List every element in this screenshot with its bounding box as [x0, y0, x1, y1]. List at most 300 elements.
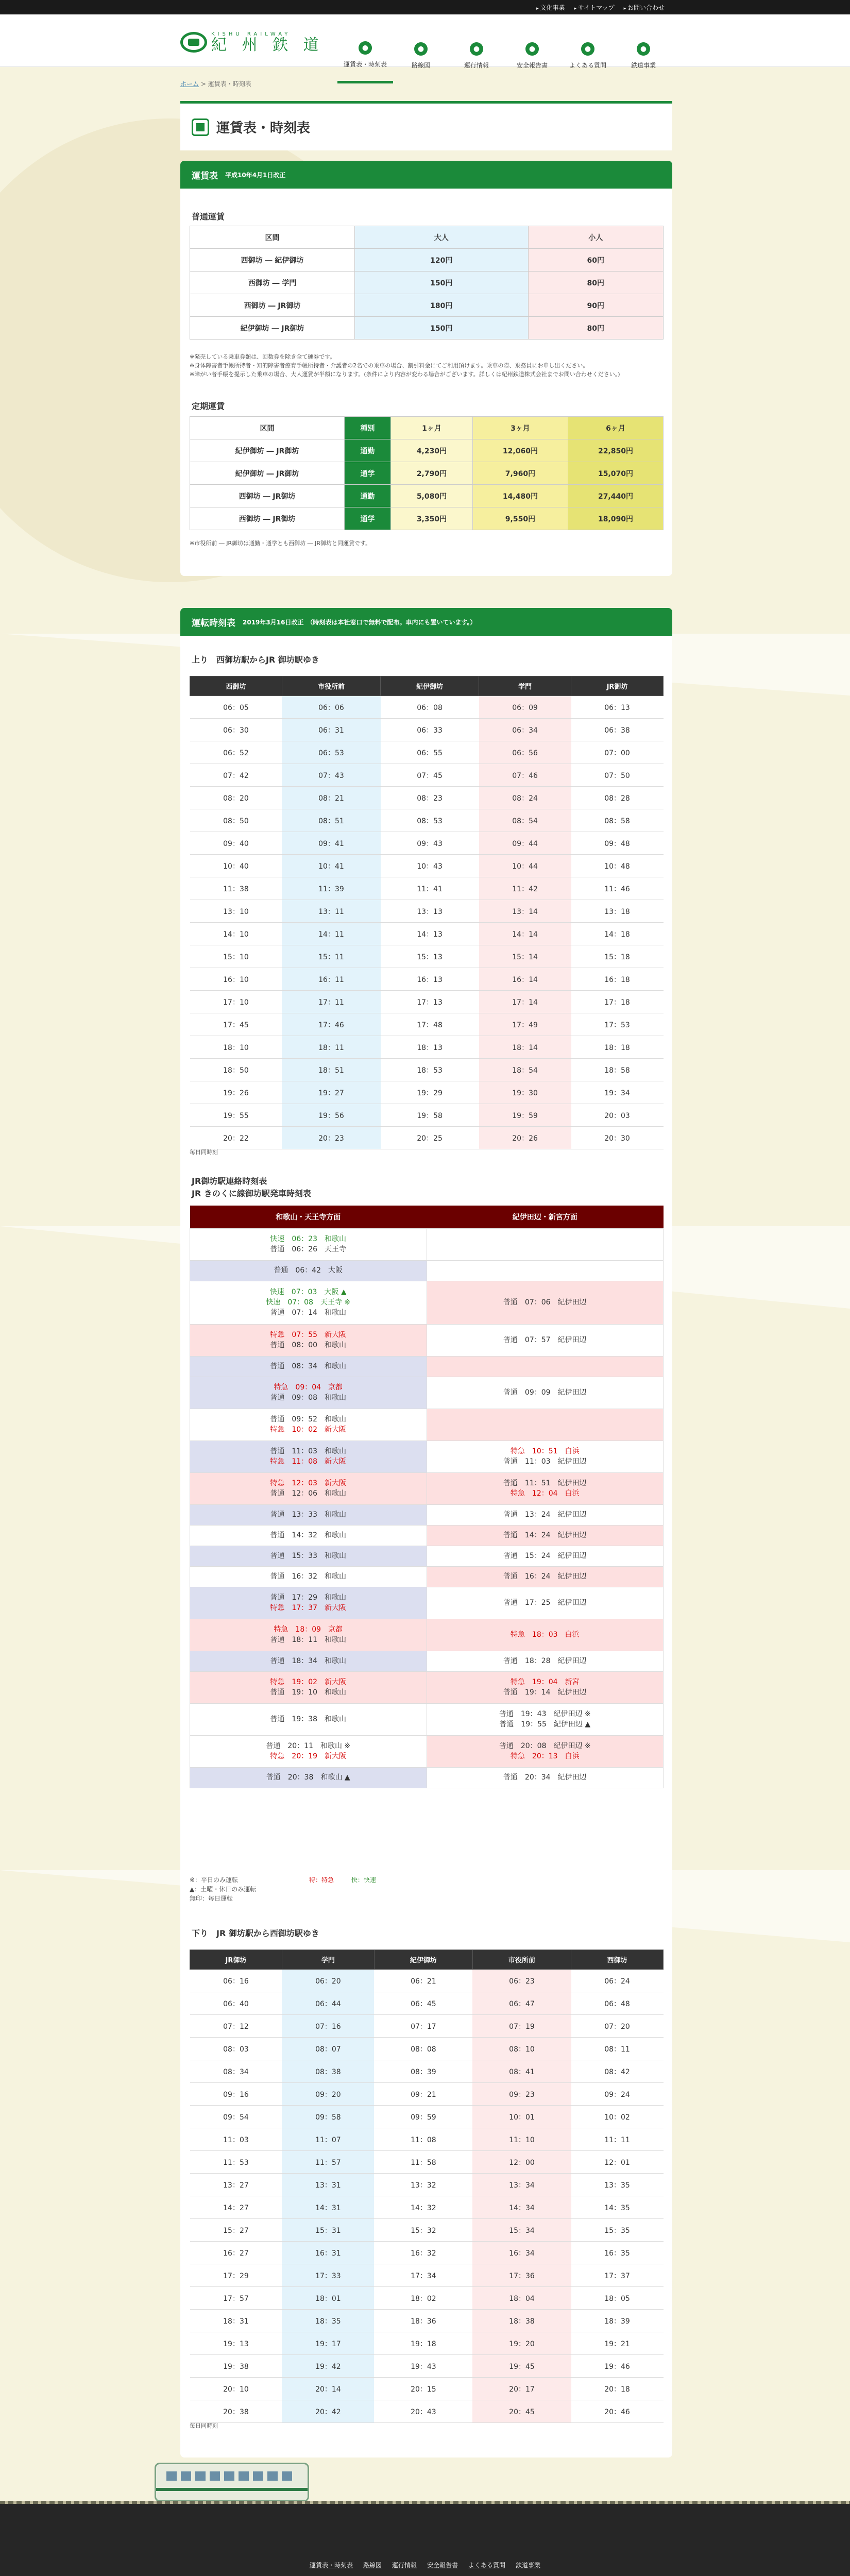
table-row [190, 923, 664, 945]
timetable-header: 学門 [479, 676, 571, 696]
time-cell: 06：33 [381, 719, 479, 741]
time-cell: 17：11 [282, 991, 380, 1013]
fare-header: 区間 [190, 417, 345, 439]
fare-cell: 60円 [528, 249, 663, 272]
nav-label: 路線図 [411, 62, 430, 69]
table-row [190, 507, 664, 530]
connection-cell [427, 1587, 664, 1619]
time-cell: 18：51 [282, 1059, 380, 1081]
table-row [190, 439, 664, 462]
departure-line: 特急 12：03 新大阪 [270, 1479, 347, 1487]
fare-cell: 西御坊 ― JR御坊 [190, 507, 345, 530]
departure-line: 特急 11：08 新大阪 [270, 1458, 347, 1466]
table-row [190, 741, 664, 764]
table-row [190, 1970, 664, 1992]
time-cell: 14：14 [479, 923, 571, 945]
time-cell: 14：31 [282, 2196, 374, 2219]
departure-line: 普通 06：42 大阪 [274, 1266, 343, 1275]
fare-note: ※障がい者手帳を提示した乗車の場合、大人運賃が半額になります。(条件により内容が変わる場合がございます。詳しくは紀州鉄道株式会社までお問い合わせください。) [190, 371, 620, 378]
commuter-fare-note: ※市役所前 ― JR御坊は通勤・通学とも西御坊 ― JR御坊と同運賃です。 [190, 540, 371, 547]
time-cell: 06：13 [571, 696, 664, 719]
table-row [190, 1619, 664, 1651]
nav-item[interactable] [560, 29, 616, 81]
time-cell: 15：34 [472, 2219, 571, 2242]
time-cell: 18：39 [571, 2310, 664, 2332]
table-row [190, 1735, 664, 1767]
time-cell: 06：09 [479, 696, 571, 719]
nav-item[interactable] [449, 29, 504, 81]
time-cell: 19：21 [571, 2332, 664, 2355]
time-cell: 20：03 [571, 1104, 664, 1127]
time-cell: 06：08 [381, 696, 479, 719]
footer-link[interactable]: 路線図 [363, 2562, 382, 2569]
fare-cell: 15,070円 [568, 462, 663, 485]
time-cell: 11：58 [374, 2151, 472, 2174]
time-cell: 18：58 [571, 1059, 664, 1081]
time-cell: 20：18 [571, 2378, 664, 2400]
fare-cell: 西御坊 ― JR御坊 [190, 294, 355, 317]
time-cell: 18：50 [190, 1059, 282, 1081]
down-note: 毎日同時刻 [190, 2422, 218, 2429]
time-cell: 08：08 [374, 2038, 472, 2060]
time-cell: 08：34 [190, 2060, 282, 2083]
connection-cell [427, 1619, 664, 1651]
time-cell: 16：10 [190, 968, 282, 991]
nav-item[interactable] [616, 29, 671, 81]
time-cell: 20：22 [190, 1127, 282, 1149]
time-cell: 08：24 [479, 787, 571, 809]
time-cell: 08：42 [571, 2060, 664, 2083]
time-cell: 19：17 [282, 2332, 374, 2355]
top-link[interactable]: ▸ サイトマップ [574, 3, 615, 12]
time-cell: 15：32 [374, 2219, 472, 2242]
time-cell: 14：32 [374, 2196, 472, 2219]
fare-panel [180, 161, 672, 576]
time-cell: 18：04 [472, 2287, 571, 2310]
down-title: 下り JR 御坊駅から西御坊駅ゆき [192, 1928, 319, 1938]
fare-cell: 紀伊御坊 ― JR御坊 [190, 317, 355, 340]
time-cell: 11：03 [190, 2128, 282, 2151]
legend-item: 無印：毎日運転 [190, 1895, 233, 1902]
time-cell: 20：10 [190, 2378, 282, 2400]
time-cell: 07：43 [282, 764, 380, 787]
time-cell: 19：56 [282, 1104, 380, 1127]
nav-item[interactable] [337, 29, 393, 83]
time-cell: 09：20 [282, 2083, 374, 2106]
table-row [190, 832, 664, 855]
time-cell: 16：31 [282, 2242, 374, 2264]
fare-cell: 西御坊 ― JR御坊 [190, 485, 345, 507]
time-cell: 07：19 [472, 2015, 571, 2038]
time-cell: 18：54 [479, 1059, 571, 1081]
time-cell: 18：36 [374, 2310, 472, 2332]
departure-line: 特急 10：02 新大阪 [270, 1426, 347, 1434]
time-cell: 19：38 [190, 2355, 282, 2378]
table-row [190, 1440, 664, 1472]
fare-note: ※発売している乗車券類は、回数券を除き全て硬券です。 [190, 353, 336, 360]
time-cell: 07：12 [190, 2015, 282, 2038]
table-row [190, 1228, 664, 1260]
time-cell: 13：31 [282, 2174, 374, 2196]
table-row [190, 2264, 664, 2287]
time-cell: 20：45 [472, 2400, 571, 2423]
time-cell: 17：53 [571, 1013, 664, 1036]
legend-tokkyu: 特：特急 [309, 1876, 334, 1884]
time-cell: 19：18 [374, 2332, 472, 2355]
time-cell: 06：24 [571, 1970, 664, 1992]
connection-cell [190, 1409, 427, 1440]
departure-line: 特急 12：04 白浜 [510, 1489, 580, 1498]
time-cell: 07：42 [190, 764, 282, 787]
table-row [190, 2174, 664, 2196]
time-cell: 08：11 [571, 2038, 664, 2060]
time-cell: 16：18 [571, 968, 664, 991]
time-cell: 20：15 [374, 2378, 472, 2400]
time-cell: 18：31 [190, 2310, 282, 2332]
time-cell: 06：31 [282, 719, 380, 741]
time-cell: 20：17 [472, 2378, 571, 2400]
table-row [190, 2219, 664, 2242]
table-row [190, 1356, 664, 1377]
time-cell: 15：35 [571, 2219, 664, 2242]
legend-item: ※：平日のみ運転 [190, 1876, 239, 1884]
departure-line: 普通 09：09 紀伊田辺 [503, 1388, 587, 1397]
timetable-panel-header: 運転時刻表 2019年3月16日改正 （時刻表は本社窓口で無料で配布。車内にも置いています。） [180, 608, 672, 636]
table-row [190, 1504, 664, 1525]
departure-line: 特急 17：37 新大阪 [270, 1604, 347, 1612]
table-row [190, 2128, 664, 2151]
connection-cell [190, 1735, 427, 1767]
time-cell: 06：55 [381, 741, 479, 764]
fare-cell: 14,480円 [472, 485, 568, 507]
departure-line: 普通 20：38 和歌山 ▲ [266, 1773, 350, 1782]
departure-line: 普通 08：34 和歌山 [270, 1362, 347, 1370]
time-cell: 17：49 [479, 1013, 571, 1036]
down-timetable [190, 1950, 664, 2423]
connection-cell [427, 1767, 664, 1788]
time-cell: 06：56 [479, 741, 571, 764]
departure-line: 特急 19：04 新宮 [510, 1678, 580, 1686]
fare-cell: 通勤 [345, 439, 391, 462]
connection-cell [190, 1504, 427, 1525]
time-cell: 08：23 [381, 787, 479, 809]
time-cell: 17：46 [282, 1013, 380, 1036]
time-cell: 10：01 [472, 2106, 571, 2128]
departure-line: 特急 18：09 京都 [274, 1625, 343, 1634]
timetable-icon [192, 118, 209, 136]
connection-cell [427, 1525, 664, 1546]
time-cell: 16：35 [571, 2242, 664, 2264]
fare-cell: 5,080円 [391, 485, 473, 507]
time-cell: 17：18 [571, 991, 664, 1013]
time-cell: 09：58 [282, 2106, 374, 2128]
time-cell: 15：11 [282, 945, 380, 968]
time-cell: 15：27 [190, 2219, 282, 2242]
time-cell: 20：46 [571, 2400, 664, 2423]
time-cell: 18：53 [381, 1059, 479, 1081]
table-row [190, 900, 664, 923]
nav-label: 運賃表・時刻表 [343, 61, 387, 68]
connection-title-2: JR きのくに線御坊駅発車時刻表 [192, 1189, 311, 1198]
fare-header: 1ヶ月 [391, 417, 473, 439]
train-icon: ● [637, 42, 650, 56]
time-cell: 11：08 [374, 2128, 472, 2151]
time-cell: 08：54 [479, 809, 571, 832]
nav-label: よくある質問 [569, 62, 606, 69]
table-row [190, 764, 664, 787]
fare-header: 種別 [345, 417, 391, 439]
time-cell: 14：35 [571, 2196, 664, 2219]
time-cell: 07：17 [374, 2015, 472, 2038]
time-cell: 14：34 [472, 2196, 571, 2219]
time-cell: 06：45 [374, 1992, 472, 2015]
departure-line: 普通 19：10 和歌山 [270, 1688, 347, 1697]
regular-fare-table [190, 226, 664, 340]
table-row [190, 1472, 664, 1504]
departure-line: 特急 20：13 白浜 [510, 1752, 580, 1760]
logo-english: KISHU RAILWAY [211, 31, 291, 37]
time-cell: 17：29 [190, 2264, 282, 2287]
time-cell: 08：58 [571, 809, 664, 832]
footer-link[interactable]: 運賃表・時刻表 [309, 2562, 353, 2569]
fare-cell: 18,090円 [568, 507, 663, 530]
footer-link[interactable]: 運行情報 [392, 2562, 417, 2569]
connection-cell [190, 1587, 427, 1619]
regular-fare-title: 普通運賃 [192, 212, 225, 222]
fare-note: ※身体障害者手帳所持者・知的障害者療育手帳所持者・介護者の2名での乗車の場合、割引料金にてご利用頂けます。乗車の際、乗務員にお申し出ください。 [190, 362, 589, 369]
time-cell: 13：18 [571, 900, 664, 923]
breadcrumb-home[interactable]: ホーム [180, 80, 199, 88]
table-row [190, 1281, 664, 1324]
table-row [190, 294, 664, 317]
departure-line: 普通 20：34 紀伊田辺 [503, 1773, 587, 1782]
table-row [190, 1671, 664, 1703]
connection-cell [190, 1546, 427, 1566]
table-row [190, 2060, 664, 2083]
breadcrumb-current: 運賃表・時刻表 [208, 80, 251, 88]
footer-link[interactable]: 鉄道事業 [516, 2562, 541, 2569]
time-cell: 17：34 [374, 2264, 472, 2287]
legend-kaisoku: 快：快速 [351, 1876, 376, 1884]
fare-cell: 紀伊御坊 ― JR御坊 [190, 439, 345, 462]
time-cell: 08：50 [190, 809, 282, 832]
time-cell: 15：10 [190, 945, 282, 968]
time-cell: 19：29 [381, 1081, 479, 1104]
time-cell: 18：01 [282, 2287, 374, 2310]
time-cell: 16：14 [479, 968, 571, 991]
table-row [190, 249, 664, 272]
table-row [190, 1081, 664, 1104]
table-row [190, 462, 664, 485]
time-cell: 18：02 [374, 2287, 472, 2310]
time-cell: 16：13 [381, 968, 479, 991]
table-row [190, 1104, 664, 1127]
map-icon: ● [414, 42, 428, 56]
connection-cell [427, 1703, 664, 1735]
commuter-fare-table [190, 416, 664, 530]
time-cell: 06：16 [190, 1970, 282, 1992]
time-cell: 19：42 [282, 2355, 374, 2378]
departure-line: 普通 19：43 紀伊田辺 ※ [499, 1710, 591, 1718]
departure-line: 普通 18：11 和歌山 [270, 1636, 347, 1644]
table-row [190, 1260, 664, 1281]
time-cell: 06：30 [190, 719, 282, 741]
up-timetable [190, 676, 664, 1149]
time-cell: 08：03 [190, 2038, 282, 2060]
table-row [190, 877, 664, 900]
departure-line: 普通 15：24 紀伊田辺 [503, 1552, 587, 1560]
table-row [190, 2196, 664, 2219]
time-cell: 20：30 [571, 1127, 664, 1149]
time-cell: 10：43 [381, 855, 479, 877]
departure-line: 普通 20：08 紀伊田辺 ※ [499, 1742, 591, 1750]
fare-cell: 180円 [355, 294, 529, 317]
table-row [190, 1566, 664, 1587]
time-cell: 13：32 [374, 2174, 472, 2196]
fare-header: 区間 [190, 226, 355, 249]
table-row [190, 2083, 664, 2106]
departure-line: 普通 14：24 紀伊田辺 [503, 1531, 587, 1539]
site-header [0, 14, 850, 67]
table-row [190, 2015, 664, 2038]
time-cell: 15：13 [381, 945, 479, 968]
table-row [190, 1059, 664, 1081]
fare-header: 3ヶ月 [472, 417, 568, 439]
nav-item[interactable] [393, 29, 449, 81]
table-row [190, 317, 664, 340]
fare-cell: 22,850円 [568, 439, 663, 462]
table-row [190, 2332, 664, 2355]
departure-line: 普通 18：28 紀伊田辺 [503, 1657, 587, 1665]
time-cell: 16：34 [472, 2242, 571, 2264]
page-title: 運賃表・時刻表 [216, 121, 311, 136]
up-title: 上り 西御坊駅からJR 御坊駅ゆき [192, 655, 319, 665]
time-cell: 11：39 [282, 877, 380, 900]
time-cell: 15：31 [282, 2219, 374, 2242]
connection-cell [190, 1440, 427, 1472]
time-cell: 09：48 [571, 832, 664, 855]
time-cell: 06：23 [472, 1970, 571, 1992]
time-cell: 20：23 [282, 1127, 380, 1149]
connection-cell [427, 1260, 664, 1281]
top-link[interactable]: ▸ お問い合わせ [624, 3, 665, 12]
table-row [190, 2287, 664, 2310]
departure-line: 普通 11：03 紀伊田辺 [503, 1458, 587, 1466]
top-link[interactable]: ▸ 文化事業 [536, 3, 565, 12]
table-row [190, 2400, 664, 2423]
departure-line: 普通 20：11 和歌山 ※ [266, 1742, 351, 1750]
footer-link[interactable]: 安全報告書 [427, 2562, 458, 2569]
nav-item[interactable] [504, 29, 560, 81]
timetable-header: 学門 [282, 1950, 374, 1970]
fare-cell: 2,790円 [391, 462, 473, 485]
time-cell: 17：13 [381, 991, 479, 1013]
fare-cell: 27,440円 [568, 485, 663, 507]
table-row [190, 1992, 664, 2015]
time-cell: 19：26 [190, 1081, 282, 1104]
time-cell: 06：40 [190, 1992, 282, 2015]
time-cell: 06：47 [472, 1992, 571, 2015]
time-cell: 19：55 [190, 1104, 282, 1127]
time-cell: 06：20 [282, 1970, 374, 1992]
time-cell: 06：44 [282, 1992, 374, 2015]
site-logo[interactable] [180, 29, 324, 56]
time-cell: 17：10 [190, 991, 282, 1013]
table-row [190, 945, 664, 968]
connection-cell [190, 1671, 427, 1703]
time-cell: 06：52 [190, 741, 282, 764]
table-row [190, 272, 664, 294]
fare-cell: 3,350円 [391, 507, 473, 530]
connection-cell [427, 1281, 664, 1324]
connection-cell [190, 1619, 427, 1651]
connection-cell [427, 1735, 664, 1767]
table-row [190, 2355, 664, 2378]
departure-line: 普通 16：24 紀伊田辺 [503, 1572, 587, 1581]
table-row [190, 1036, 664, 1059]
connection-cell [427, 1377, 664, 1409]
time-cell: 14：27 [190, 2196, 282, 2219]
departure-line: 快速 07：03 大阪 ▲ [269, 1288, 347, 1296]
connection-cell [190, 1566, 427, 1587]
time-cell: 17：48 [381, 1013, 479, 1036]
table-row [190, 2310, 664, 2332]
departure-line: 普通 06：26 天王寺 [270, 1245, 347, 1253]
departure-line: 普通 09：52 和歌山 [270, 1415, 347, 1423]
timetable-header: 紀伊御坊 [381, 676, 479, 696]
departure-line: 普通 09：08 和歌山 [270, 1394, 347, 1402]
time-cell: 12：01 [571, 2151, 664, 2174]
table-row [190, 1546, 664, 1566]
connection-cell [190, 1525, 427, 1546]
table-row [190, 2242, 664, 2264]
time-cell: 10：40 [190, 855, 282, 877]
connection-cell [427, 1566, 664, 1587]
time-cell: 17：57 [190, 2287, 282, 2310]
table-row [190, 485, 664, 507]
time-cell: 18：05 [571, 2287, 664, 2310]
regular-fare-notes [190, 352, 658, 379]
time-cell: 13：13 [381, 900, 479, 923]
time-cell: 16：27 [190, 2242, 282, 2264]
table-row [190, 968, 664, 991]
timetable-header: JR御坊 [190, 1950, 282, 1970]
timetable-header: 西御坊 [571, 1950, 664, 1970]
fare-cell: 150円 [355, 272, 529, 294]
table-row [190, 787, 664, 809]
time-cell: 06：38 [571, 719, 664, 741]
time-cell: 18：14 [479, 1036, 571, 1059]
time-cell: 10：02 [571, 2106, 664, 2128]
time-cell: 20：14 [282, 2378, 374, 2400]
global-nav [337, 29, 671, 83]
time-cell: 08：39 [374, 2060, 472, 2083]
connection-title-1: JR御坊駅連絡時刻表 [192, 1176, 267, 1186]
time-cell: 19：58 [381, 1104, 479, 1127]
timetable-header: 市役所前 [472, 1950, 571, 1970]
connection-header: 和歌山・天王寺方面 [190, 1206, 427, 1228]
time-cell: 11：42 [479, 877, 571, 900]
fare-cell: 紀伊御坊 ― JR御坊 [190, 462, 345, 485]
legend-item: ▲：土曜・休日のみ運転 [190, 1886, 257, 1893]
table-row [190, 1013, 664, 1036]
train-logo-icon [180, 32, 207, 53]
footer-link[interactable]: よくある質問 [468, 2562, 506, 2569]
departure-line: 普通 15：33 和歌山 [270, 1552, 347, 1560]
time-cell: 11：41 [381, 877, 479, 900]
departure-line: 普通 17：25 紀伊田辺 [503, 1599, 587, 1607]
departure-line: 普通 14：32 和歌山 [270, 1531, 347, 1539]
